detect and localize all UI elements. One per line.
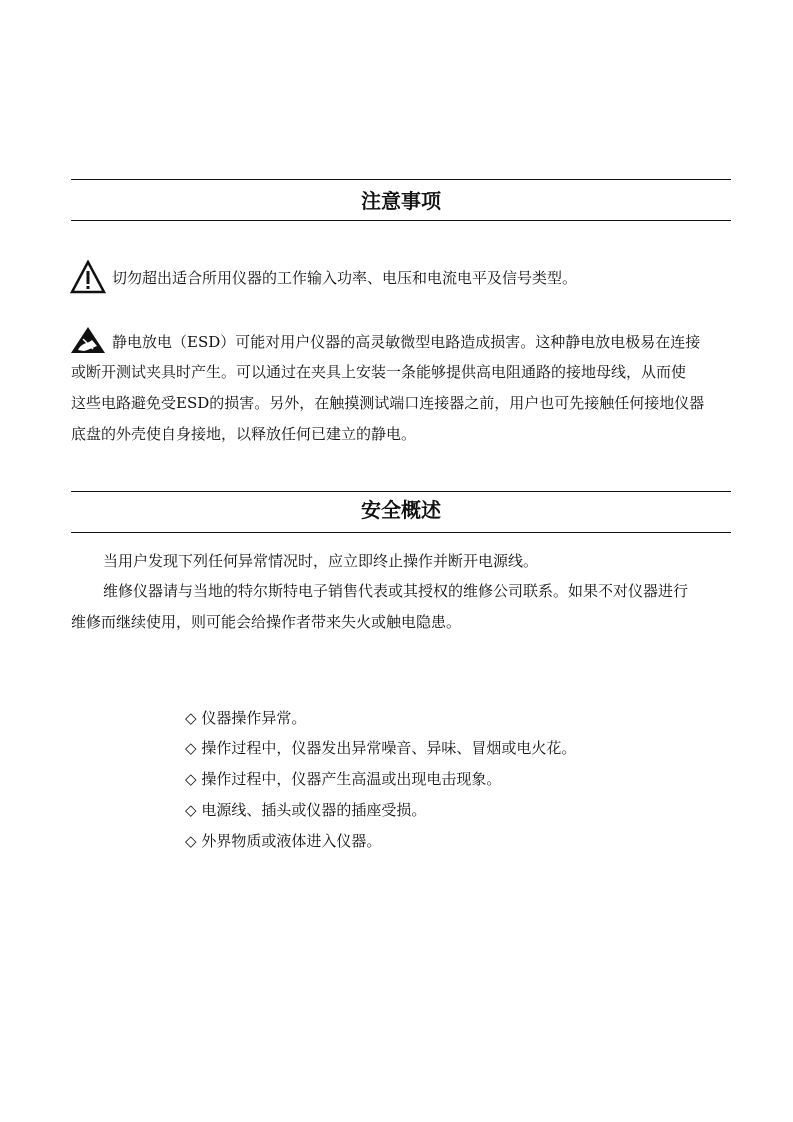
diamond-bullet-icon: ◇ <box>185 832 197 850</box>
bullet-item <box>185 801 426 819</box>
section-title-safety-overview: 安全概述 <box>361 498 441 522</box>
esd-text-line: 静电放电（ESD）可能对用户仪器的高灵敏微型电路造成损害。这种静电放电极易在连接 <box>112 333 701 351</box>
section-bottom-rule <box>71 532 731 533</box>
bullet-text: 操作过程中，仪器发出异常噪音、异味、冒烟或电火花。 <box>201 739 577 757</box>
bullet-text: 仪器操作异常。 <box>201 709 307 727</box>
section-top-rule <box>71 491 731 492</box>
esd-text-line: 底盘的外壳使自身接地，以释放任何已建立的静电。 <box>71 425 417 443</box>
diamond-bullet-icon: ◇ <box>185 739 197 757</box>
esd-text-line: 这些电路避免受ESD的损害。另外，在触摸测试端口连接器之前，用户也可先接触任何接地仪器 <box>71 394 705 412</box>
bullet-text: 操作过程中，仪器产生高温或出现电击现象。 <box>201 770 502 788</box>
bullet-item <box>185 709 306 727</box>
section-bottom-rule <box>71 220 731 221</box>
diamond-bullet-icon: ◇ <box>185 801 197 819</box>
esd-sensitive-icon <box>70 326 106 354</box>
section-top-rule <box>71 179 731 180</box>
bullet-text: 电源线、插头或仪器的插座受损。 <box>201 801 427 819</box>
safety-paragraph-line: 当用户发现下列任何异常情况时，应立即终止操作并断开电源线。 <box>103 552 539 570</box>
bullet-item <box>185 770 501 788</box>
diamond-bullet-icon: ◇ <box>185 709 197 727</box>
diamond-bullet-icon: ◇ <box>185 770 197 788</box>
safety-paragraph-line: 维修仪器请与当地的特尔斯特电子销售代表或其授权的维修公司联系。如果不对仪器进行 <box>103 582 689 600</box>
section-title-precautions: 注意事项 <box>361 189 441 213</box>
bullet-item <box>185 832 381 850</box>
bullet-item <box>185 739 576 757</box>
warning-text: 切勿超出适合所用仪器的工作输入功率、电压和电流电平及信号类型。 <box>112 269 578 287</box>
safety-paragraph-line: 维修而继续使用，则可能会给操作者带来失火或触电隐患。 <box>71 613 462 631</box>
bullet-text: 外界物质或液体进入仪器。 <box>201 832 382 850</box>
warning-triangle-icon <box>70 260 106 294</box>
esd-text-line: 或断开测试夹具时产生。可以通过在夹具上安装一条能够提供高电阻通路的接地母线，从而使 <box>71 363 687 381</box>
